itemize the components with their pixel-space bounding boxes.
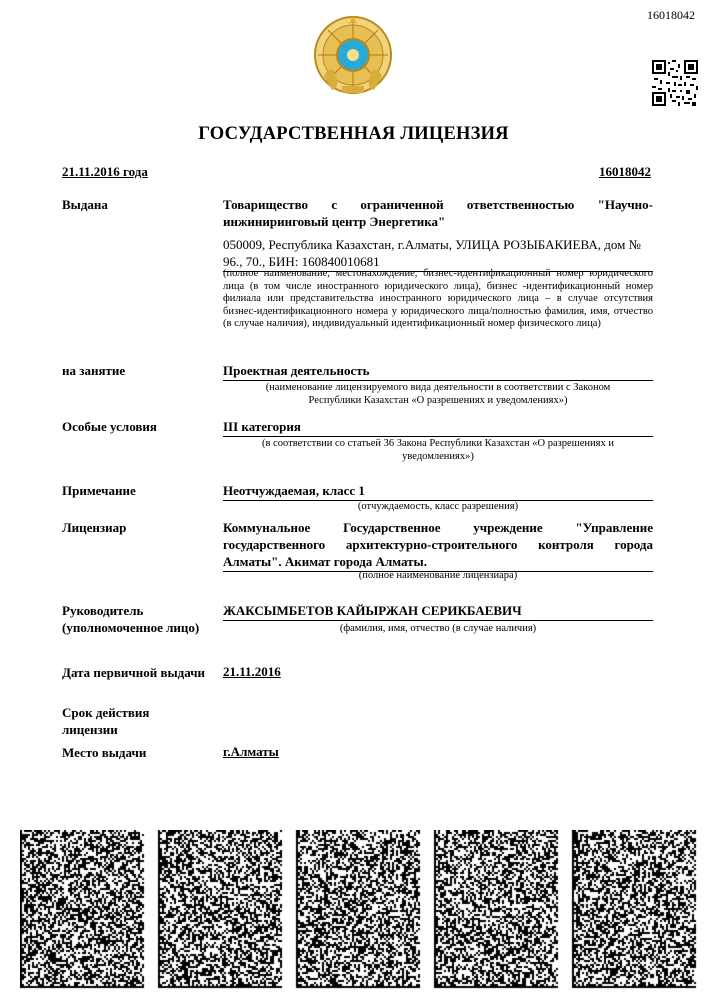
validity-label: Срок действия bbox=[62, 705, 150, 720]
licensee-name: Товарищество с ограниченной ответственностью "Научно-инжиниринговый центр Энергетика" bbox=[223, 197, 653, 229]
remark-note: (отчуждаемость, класс разрешения) bbox=[357, 501, 519, 512]
first-issue-value: 21.11.2016 bbox=[223, 664, 281, 679]
head-label-sub: (уполномоченное лицо) bbox=[62, 620, 200, 635]
validity-label-sub: лицензии bbox=[62, 722, 118, 737]
document-number: 16018042 bbox=[647, 8, 695, 22]
remark-value: Неотчуждаемая, класс 1 bbox=[223, 482, 653, 501]
place-label: Место выдачи bbox=[62, 745, 147, 760]
first-issue-label: Дата первичной выдачи bbox=[62, 665, 206, 680]
activity-label: на занятие bbox=[62, 363, 126, 378]
licensor-value: Коммунальное Государственное учреждение "Управление государственного архитектурно-строительного контроля города Алматы". Акимат города Алматы. bbox=[223, 519, 653, 572]
license-number: 16018042 bbox=[599, 164, 651, 179]
licensee-note: (полное наименование, местонахождение, бизнес-идентификационный номер юридического лица (в том числе иностранного юридического лица), бизнес -идентификационный номер филиала или представительства иностранного юридического лица – в случае отсутствия бизнес-идентификационного номера у юридического лица/полностью фамилия, имя, отчество (в случае наличия), индивидуальный идентификационный номер физического лица) bbox=[223, 268, 653, 329]
qr-code-icon bbox=[652, 60, 698, 106]
head-value: ЖАКСЫМБЕТОВ КАЙЫРЖАН СЕРИКБАЕВИЧ bbox=[223, 602, 653, 621]
state-emblem-icon bbox=[312, 14, 394, 96]
licensor-label: Лицензиар bbox=[62, 520, 127, 535]
conditions-label: Особые условия bbox=[62, 419, 157, 434]
activity-note: (наименование лицензируемого вида деятельности в соответствии с Законом Республики Казахстан «О разрешениях и уведомлениях») bbox=[265, 382, 611, 406]
activity-value: Проектная деятельность bbox=[223, 362, 653, 381]
licensor-note: (полное наименование лицензиара) bbox=[358, 570, 518, 581]
conditions-value: III категория bbox=[223, 418, 653, 437]
head-label: Руководитель bbox=[62, 603, 144, 618]
barcode-strip bbox=[20, 830, 700, 990]
remark-label: Примечание bbox=[62, 483, 136, 498]
qr-code-icon bbox=[20, 830, 700, 990]
place-value: г.Алматы bbox=[223, 744, 279, 759]
page-title: ГОСУДАРСТВЕННАЯ ЛИЦЕНЗИЯ bbox=[198, 124, 509, 144]
conditions-note: (в соответствии со статьей 36 Закона Республики Казахстан «О разрешениях и уведомлениях») bbox=[262, 438, 614, 462]
issue-date: 21.11.2016 года bbox=[62, 164, 148, 179]
licensee-address: 050009, Республика Казахстан, г.Алматы, УЛИЦА РОЗЫБАКИЕВА, дом № 96., 70., БИН: 160840010681 bbox=[223, 236, 653, 272]
issued-to-label: Выдана bbox=[62, 197, 108, 212]
head-note: (фамилия, имя, отчество (в случае наличия) bbox=[339, 623, 537, 634]
